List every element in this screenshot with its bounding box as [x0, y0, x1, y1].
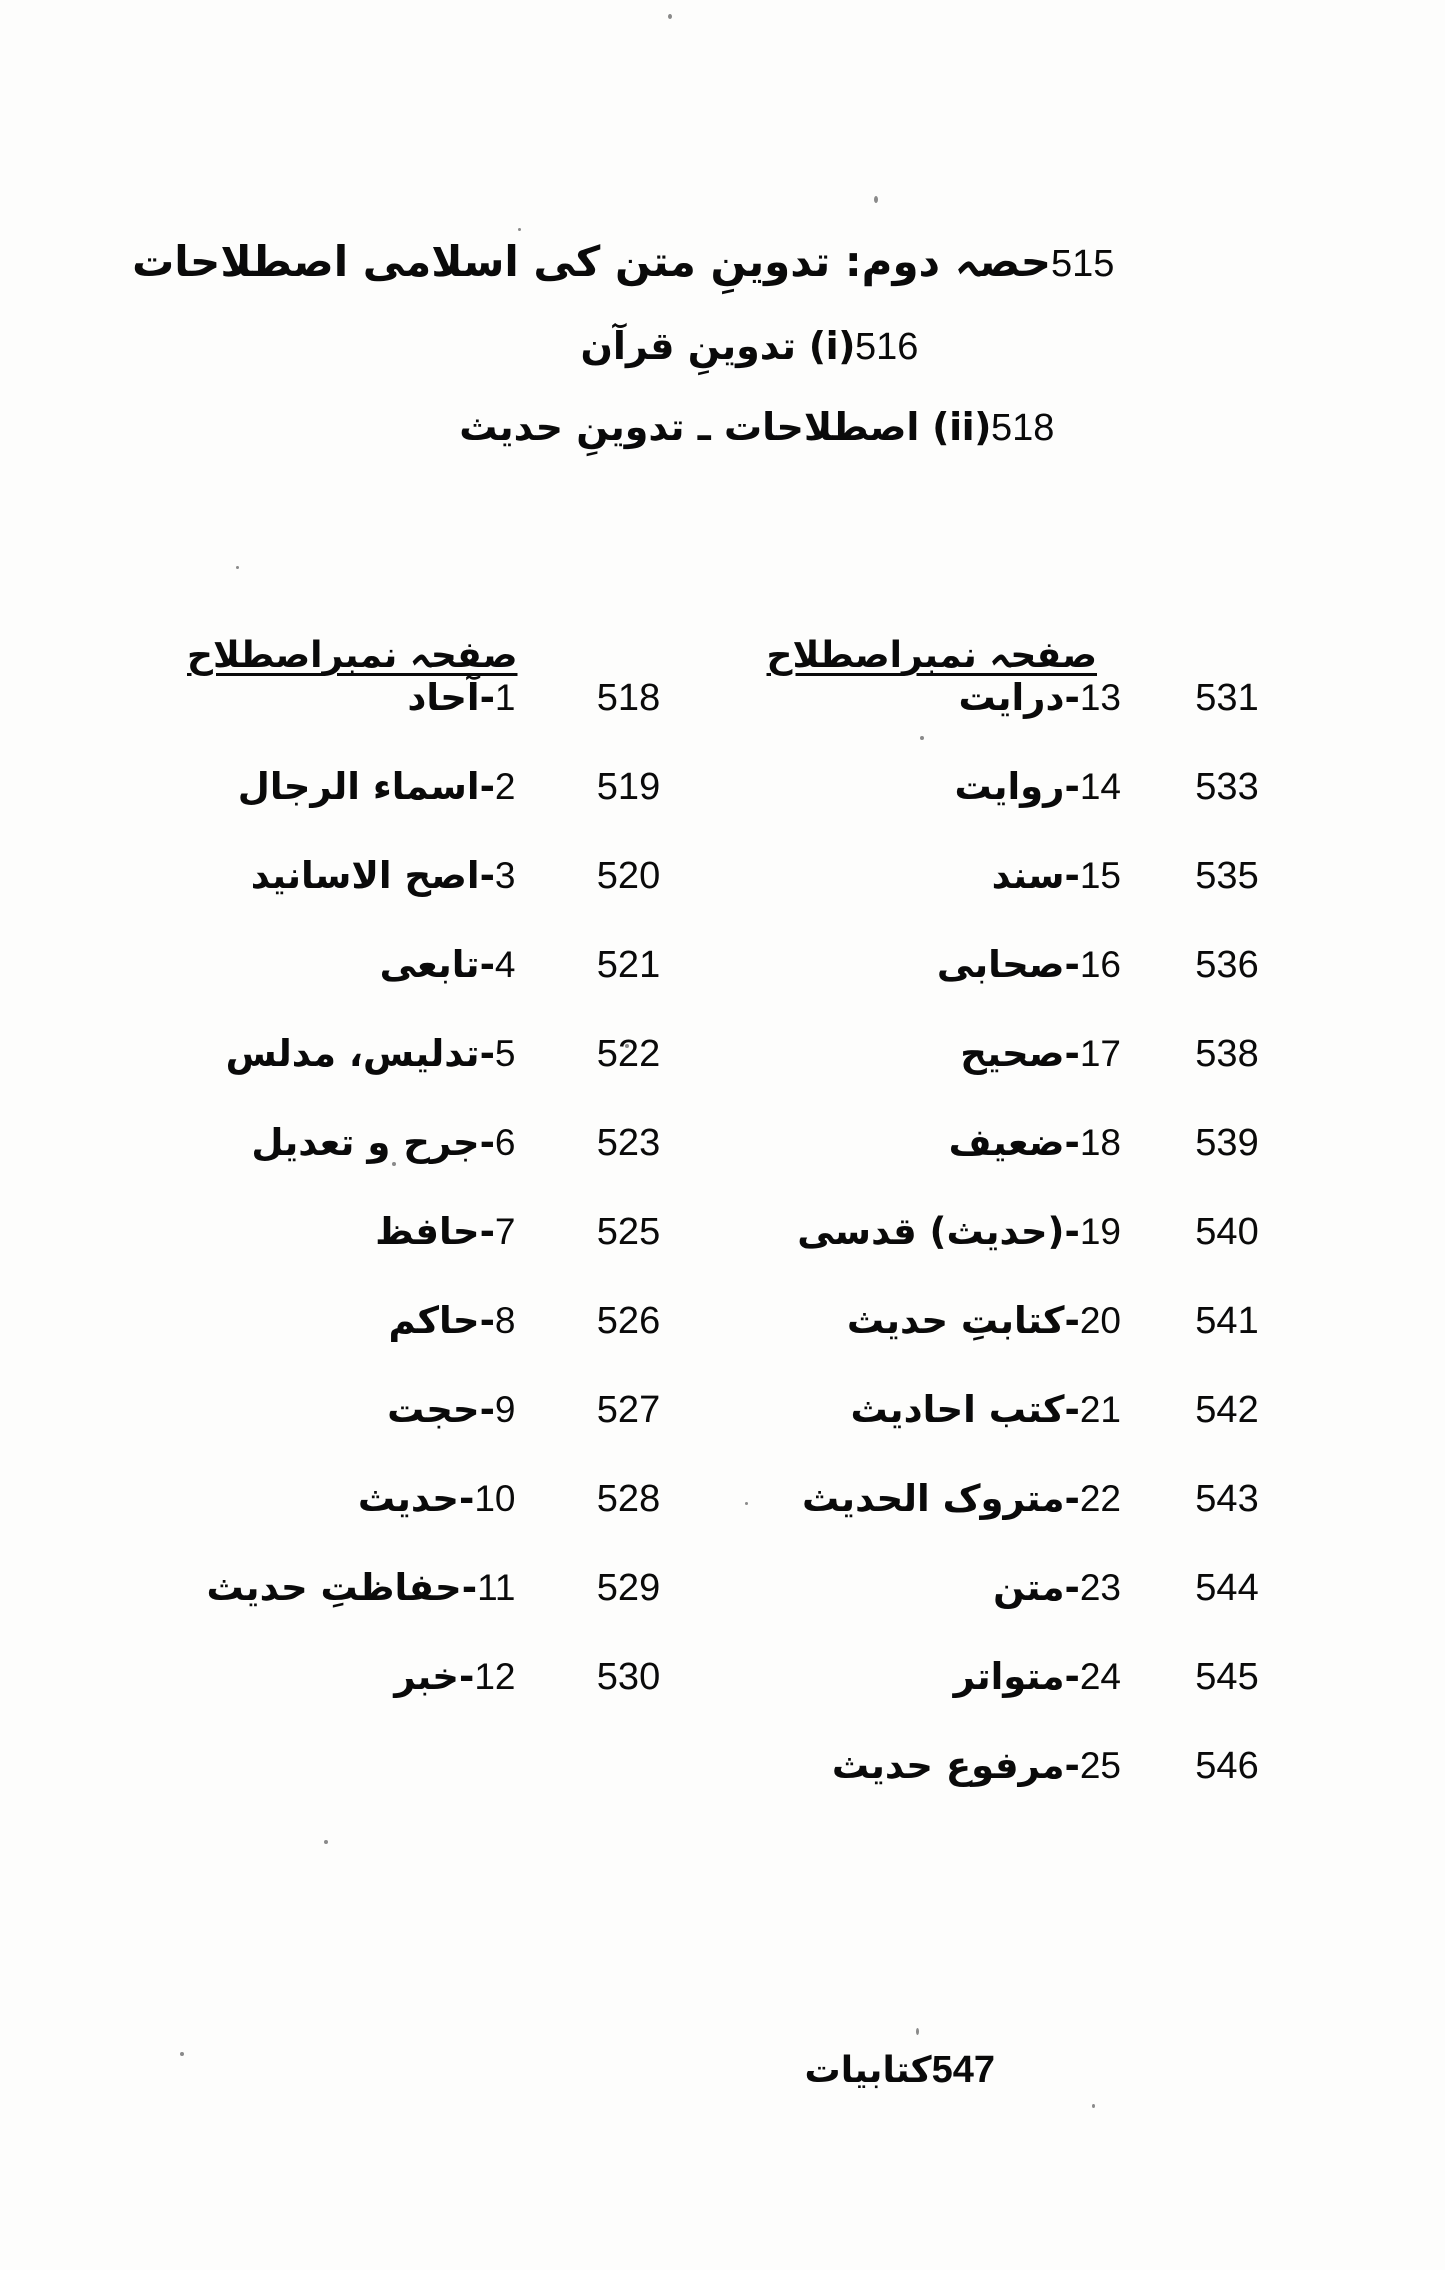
scan-speck — [1092, 2104, 1095, 2108]
row-page-number: 521 — [596, 944, 661, 986]
row-page-number: 531 — [1195, 677, 1259, 719]
section-headings — [132, 236, 1295, 478]
table-row[interactable] — [724, 1566, 1328, 1655]
table-row[interactable] — [724, 1032, 1328, 1121]
row-term-label: اسماء الرجال — [237, 765, 480, 808]
row-page-number: 519 — [596, 766, 661, 808]
row-term: 11‐حفاظتِ حدیث — [206, 1566, 516, 1609]
row-page-number: 539 — [1195, 1122, 1259, 1164]
index-rows-left — [724, 676, 1328, 1833]
row-page-number: 523 — [596, 1122, 661, 1164]
row-item-number: 19 — [1079, 1211, 1121, 1252]
row-item-number: 24 — [1079, 1656, 1121, 1697]
index-column-left — [724, 590, 1328, 1833]
row-term-label: متن — [993, 1566, 1065, 1609]
scan-speck — [236, 566, 239, 569]
row-term: 18‐ضعیف — [948, 1121, 1121, 1164]
table-row[interactable] — [724, 1477, 1328, 1566]
row-page-number: 522 — [596, 1033, 661, 1075]
row-term: 7‐حافظ — [375, 1210, 516, 1253]
row-item-number: 12 — [474, 1656, 516, 1697]
row-term: 17‐صحیح — [960, 1032, 1121, 1075]
row-page-number: 529 — [596, 1567, 661, 1609]
row-page-number: 538 — [1195, 1033, 1259, 1075]
table-row[interactable] — [724, 765, 1328, 854]
heading-page-number: 516 — [855, 325, 919, 368]
row-term-label: تدلیس، مدلس — [225, 1032, 480, 1075]
footer-page-number: 547 — [931, 2049, 995, 2091]
row-term-label: متواتر — [953, 1655, 1065, 1698]
column-header-term: اصطلاح — [187, 635, 323, 676]
row-term-label: حدیث — [357, 1477, 459, 1520]
row-term: 23‐متن — [993, 1566, 1121, 1609]
row-page-number: 542 — [1195, 1389, 1259, 1431]
row-item-number: 3 — [494, 855, 516, 896]
terms-index-table — [120, 590, 1327, 1833]
table-row[interactable] — [724, 854, 1328, 943]
row-item-number: 1 — [494, 677, 516, 718]
heading-title-quran: (i) تدوینِ قرآن — [580, 323, 855, 368]
row-term-label: اصح الاسانید — [250, 854, 480, 897]
column-header-page-number: صفحہ نمبر — [901, 635, 1097, 676]
table-row[interactable] — [120, 1388, 724, 1477]
heading-title-part-two: حصہ دوم: تدوینِ متن کی اسلامی اصطلاحات — [132, 237, 1051, 286]
scan-speck — [916, 2028, 919, 2035]
table-row[interactable] — [724, 1655, 1328, 1744]
table-row[interactable] — [724, 1121, 1328, 1210]
row-term: 8‐حاکم — [388, 1299, 516, 1342]
row-item-number: 7 — [494, 1211, 516, 1252]
heading-row-quran — [150, 323, 1295, 371]
heading-title-hadith: (ii) اصطلاحات ـ تدوینِ حدیث — [459, 405, 991, 449]
row-item-number: 16 — [1079, 944, 1121, 985]
row-item-number: 14 — [1079, 766, 1121, 807]
row-term: 21‐کتب احادیث — [850, 1388, 1121, 1431]
row-term-label: درایت — [958, 676, 1065, 719]
page-footer — [160, 2049, 1295, 2092]
table-row[interactable] — [120, 676, 724, 765]
row-item-number: 9 — [494, 1389, 516, 1430]
row-term: 6‐جرح و تعدیل — [251, 1121, 516, 1164]
row-term-label: حفاظتِ حدیث — [206, 1566, 462, 1609]
scan-speck — [518, 228, 521, 231]
index-column-right — [120, 590, 724, 1833]
row-item-number: 8 — [494, 1300, 516, 1341]
row-item-number: 15 — [1079, 855, 1121, 896]
row-page-number: 527 — [596, 1389, 661, 1431]
row-term-label: مرفوع حدیث — [831, 1744, 1065, 1787]
row-item-number: 20 — [1079, 1300, 1121, 1341]
row-term: 19‐(حدیث) قدسی — [797, 1210, 1121, 1253]
row-term-label: ضعیف — [948, 1121, 1065, 1164]
row-item-number: 13 — [1079, 677, 1121, 718]
row-term: 1‐آحاد — [407, 676, 516, 719]
row-term: 5‐تدلیس، مدلس — [225, 1032, 516, 1075]
row-page-number: 545 — [1195, 1656, 1259, 1698]
row-item-number: 10 — [474, 1478, 516, 1519]
row-item-number: 4 — [494, 944, 516, 985]
row-page-number: 543 — [1195, 1478, 1259, 1520]
row-term-label: کتب احادیث — [850, 1388, 1065, 1431]
row-term: 16‐صحابی — [936, 943, 1121, 986]
row-page-number: 544 — [1195, 1567, 1259, 1609]
row-item-number: 23 — [1079, 1567, 1121, 1608]
row-item-number: 25 — [1079, 1745, 1121, 1786]
row-term-label: صحیح — [960, 1032, 1065, 1075]
row-item-number: 22 — [1079, 1478, 1121, 1519]
table-row[interactable] — [120, 943, 724, 1032]
table-row[interactable] — [120, 1299, 724, 1388]
table-row[interactable] — [724, 676, 1328, 765]
row-page-number: 533 — [1195, 766, 1259, 808]
row-page-number: 526 — [596, 1300, 661, 1342]
row-page-number: 525 — [596, 1211, 661, 1253]
footer-section-title: کتابیات — [804, 2050, 932, 2091]
row-term-label: تابعی — [379, 943, 480, 986]
row-item-number: 6 — [494, 1122, 516, 1163]
heading-page-number: 518 — [991, 407, 1055, 449]
row-term: 13‐درایت — [958, 676, 1121, 719]
row-term: 20‐کتابتِ حدیث — [846, 1299, 1121, 1342]
row-term: 2‐اسماء الرجال — [237, 765, 516, 808]
heading-row-hadith — [150, 404, 1295, 452]
column-header-term: اصطلاح — [766, 635, 902, 676]
row-term-label: (حدیث) قدسی — [797, 1210, 1065, 1253]
table-row[interactable] — [724, 1299, 1328, 1388]
row-page-number: 536 — [1195, 944, 1259, 986]
row-page-number: 535 — [1195, 855, 1259, 897]
row-term: 9‐حجت — [387, 1388, 516, 1431]
row-term-label: صحابی — [936, 943, 1065, 986]
column-header-page-number: صفحہ نمبر — [322, 635, 518, 676]
column-header-left — [724, 590, 1328, 676]
row-term: 4‐تابعی — [379, 943, 516, 986]
heading-page-number: 515 — [1051, 243, 1115, 285]
row-item-number: 5 — [494, 1033, 516, 1074]
row-page-number: 541 — [1195, 1300, 1259, 1342]
row-term-label: حافظ — [375, 1210, 480, 1253]
table-row[interactable] — [120, 1210, 724, 1299]
row-term-label: جرح و تعدیل — [251, 1121, 480, 1164]
row-term-label: کتابتِ حدیث — [846, 1299, 1065, 1342]
scan-speck — [874, 196, 878, 203]
table-row[interactable] — [120, 854, 724, 943]
row-term-label: آحاد — [407, 676, 480, 719]
row-term: 22‐متروک الحدیث — [802, 1477, 1121, 1520]
heading-row-part-two — [132, 236, 1295, 289]
column-header-right — [120, 590, 724, 676]
scan-speck — [668, 14, 672, 19]
table-row[interactable] — [120, 1566, 724, 1655]
row-term: 3‐اصح الاسانید — [250, 854, 516, 897]
table-row[interactable] — [724, 1388, 1328, 1477]
row-page-number: 546 — [1195, 1745, 1259, 1787]
row-page-number: 520 — [596, 855, 661, 897]
index-rows-right — [120, 676, 724, 1744]
table-row[interactable] — [120, 1655, 724, 1744]
table-row[interactable] — [120, 1032, 724, 1121]
table-row[interactable] — [724, 1744, 1328, 1833]
row-term-label: خبر — [394, 1655, 459, 1698]
table-row[interactable] — [724, 943, 1328, 1032]
row-page-number: 540 — [1195, 1211, 1259, 1253]
row-page-number: 530 — [596, 1656, 661, 1698]
row-item-number: 21 — [1079, 1389, 1121, 1430]
row-item-number: 11 — [477, 1567, 516, 1608]
row-term: 12‐خبر — [394, 1655, 516, 1698]
row-term: 24‐متواتر — [953, 1655, 1121, 1698]
row-item-number: 2 — [494, 766, 516, 807]
row-term: 10‐حدیث — [357, 1477, 516, 1520]
row-term: 14‐روایت — [954, 765, 1121, 808]
row-term-label: متروک الحدیث — [802, 1477, 1065, 1520]
row-page-number: 518 — [596, 677, 661, 719]
scan-speck — [324, 1840, 328, 1844]
row-term: 25‐مرفوع حدیث — [831, 1744, 1121, 1787]
row-item-number: 17 — [1079, 1033, 1121, 1074]
row-page-number: 528 — [596, 1478, 661, 1520]
table-row[interactable] — [120, 1121, 724, 1210]
row-term-label: سند — [991, 854, 1065, 897]
row-term-label: حاکم — [388, 1299, 480, 1342]
table-row[interactable] — [120, 1477, 724, 1566]
row-term-label: حجت — [387, 1388, 480, 1431]
row-term: 15‐سند — [991, 854, 1121, 897]
table-row[interactable] — [724, 1210, 1328, 1299]
row-term-label: روایت — [954, 765, 1065, 808]
row-item-number: 18 — [1079, 1122, 1121, 1163]
table-row[interactable] — [120, 765, 724, 854]
